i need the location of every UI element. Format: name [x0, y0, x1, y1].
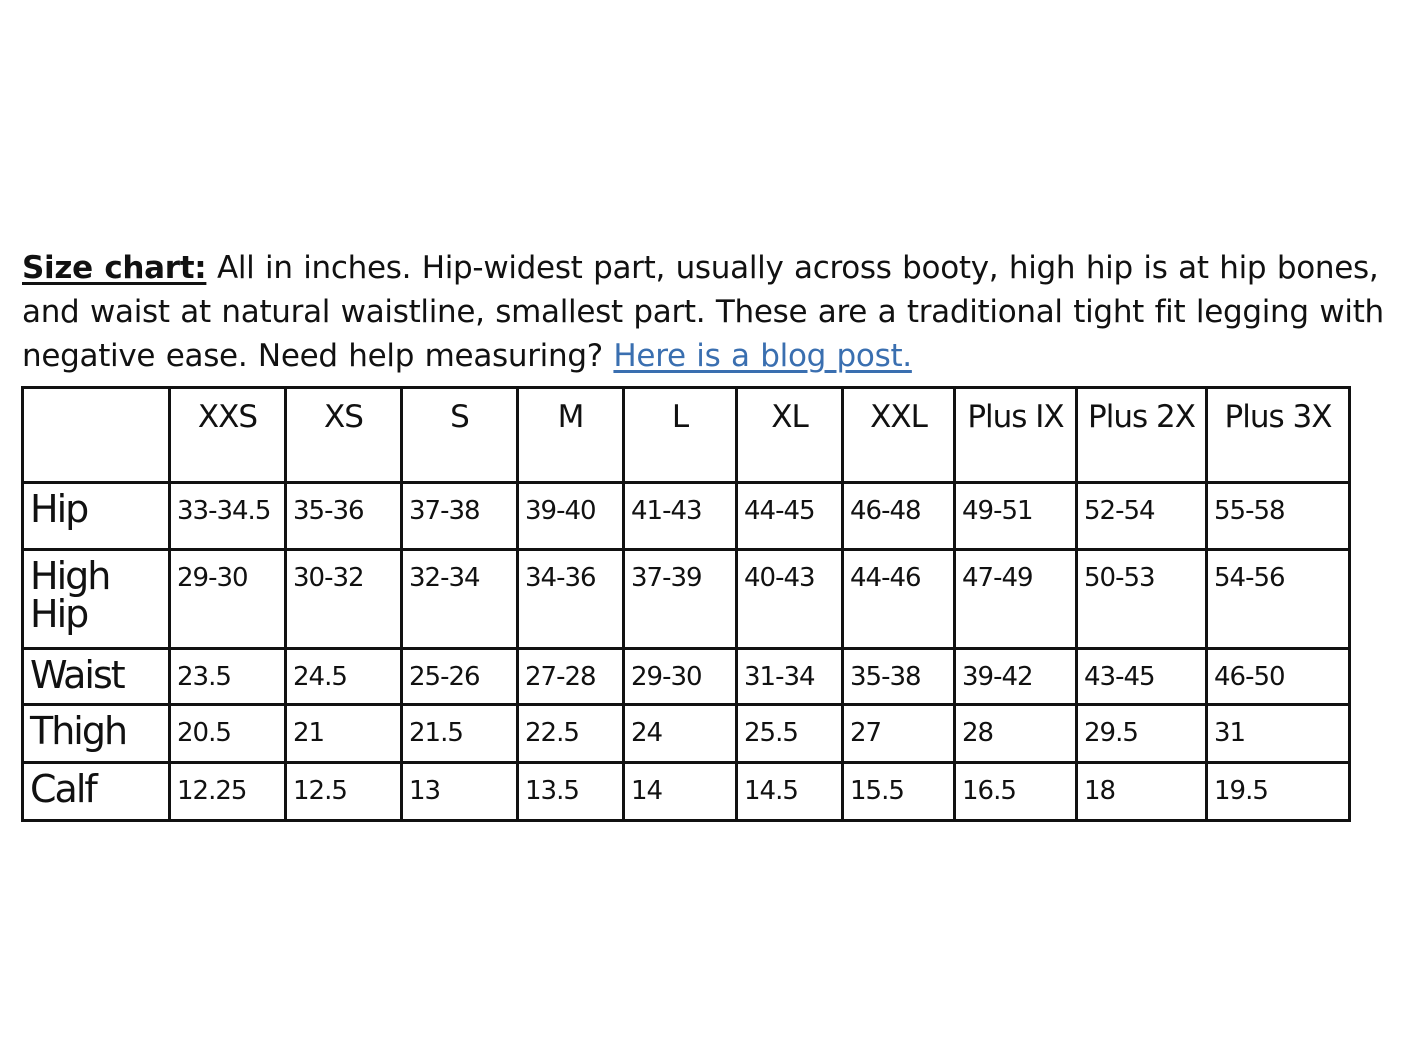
table-cell: 40-43	[737, 550, 843, 649]
table-cell: 47-49	[955, 550, 1077, 649]
size-chart-description: All in inches. Hip-widest part, usually across booty, high hip is at hip bones, and waist at natural waistline, smallest part. These are a traditional tight fit legging with negative ease. Need help measuring?	[22, 250, 1384, 374]
size-header: S	[402, 388, 518, 483]
table-cell: 43-45	[1077, 649, 1207, 705]
table-cell: 46-50	[1207, 649, 1350, 705]
row-label: Hip	[23, 483, 170, 550]
size-header: L	[624, 388, 737, 483]
table-cell: 24	[624, 705, 737, 763]
size-header: XS	[286, 388, 402, 483]
table-row	[23, 705, 1350, 763]
table-cell: 29-30	[624, 649, 737, 705]
table-cell: 14.5	[737, 763, 843, 821]
table-cell: 23.5	[170, 649, 286, 705]
row-label: High Hip	[23, 550, 170, 649]
table-cell: 30-32	[286, 550, 402, 649]
table-cell: 25.5	[737, 705, 843, 763]
table-row	[23, 763, 1350, 821]
size-chart-table	[21, 386, 1351, 822]
size-chart-heading: Size chart:	[22, 250, 207, 286]
table-cell: 44-45	[737, 483, 843, 550]
size-header-row	[23, 388, 1350, 483]
blog-post-link[interactable]: Here is a blog post.	[613, 338, 912, 374]
table-row	[23, 550, 1350, 649]
table-cell: 44-46	[843, 550, 955, 649]
table-row	[23, 483, 1350, 550]
table-cell: 46-48	[843, 483, 955, 550]
table-cell: 37-39	[624, 550, 737, 649]
table-cell: 35-36	[286, 483, 402, 550]
table-cell: 29.5	[1077, 705, 1207, 763]
table-cell: 34-36	[518, 550, 624, 649]
table-cell: 27-28	[518, 649, 624, 705]
corner-cell	[23, 388, 170, 483]
size-header: XXL	[843, 388, 955, 483]
table-cell: 12.5	[286, 763, 402, 821]
table-cell: 28	[955, 705, 1077, 763]
table-cell: 13.5	[518, 763, 624, 821]
table-cell: 32-34	[402, 550, 518, 649]
table-cell: 14	[624, 763, 737, 821]
table-cell: 20.5	[170, 705, 286, 763]
table-cell: 50-53	[1077, 550, 1207, 649]
row-label: Calf	[23, 763, 170, 821]
table-cell: 41-43	[624, 483, 737, 550]
table-cell: 16.5	[955, 763, 1077, 821]
table-cell: 27	[843, 705, 955, 763]
table-cell: 52-54	[1077, 483, 1207, 550]
table-cell: 21	[286, 705, 402, 763]
size-header: Plus 2X	[1077, 388, 1207, 483]
table-cell: 35-38	[843, 649, 955, 705]
table-cell: 29-30	[170, 550, 286, 649]
size-chart-intro	[22, 246, 1392, 378]
size-header: XXS	[170, 388, 286, 483]
table-cell: 54-56	[1207, 550, 1350, 649]
size-header: M	[518, 388, 624, 483]
table-cell: 18	[1077, 763, 1207, 821]
row-label: Waist	[23, 649, 170, 705]
table-cell: 12.25	[170, 763, 286, 821]
size-header: Plus IX	[955, 388, 1077, 483]
table-cell: 31	[1207, 705, 1350, 763]
table-cell: 55-58	[1207, 483, 1350, 550]
table-cell: 39-42	[955, 649, 1077, 705]
table-cell: 19.5	[1207, 763, 1350, 821]
row-label: Thigh	[23, 705, 170, 763]
table-cell: 31-34	[737, 649, 843, 705]
table-cell: 39-40	[518, 483, 624, 550]
table-cell: 15.5	[843, 763, 955, 821]
table-cell: 24.5	[286, 649, 402, 705]
table-cell: 13	[402, 763, 518, 821]
table-cell: 22.5	[518, 705, 624, 763]
table-row	[23, 649, 1350, 705]
table-cell: 49-51	[955, 483, 1077, 550]
table-cell: 33-34.5	[170, 483, 286, 550]
size-header: Plus 3X	[1207, 388, 1350, 483]
size-header: XL	[737, 388, 843, 483]
table-cell: 21.5	[402, 705, 518, 763]
table-cell: 25-26	[402, 649, 518, 705]
table-cell: 37-38	[402, 483, 518, 550]
